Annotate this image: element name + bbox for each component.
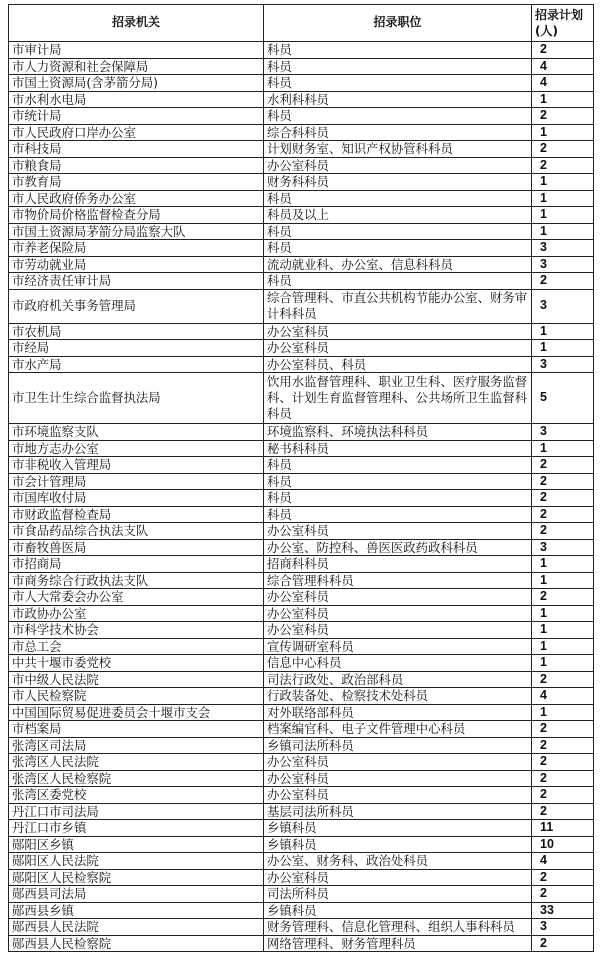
- table-row: [9, 919, 594, 936]
- position-cell: 办公室科员: [264, 869, 532, 886]
- count-cell: 3: [532, 539, 594, 556]
- position-cell: 科员: [264, 223, 532, 240]
- position-cell: 科员: [264, 42, 532, 59]
- count-cell: 1: [532, 556, 594, 573]
- position-cell: 乡镇科员: [264, 836, 532, 853]
- agency-cell: 张湾区人民法院: [9, 754, 264, 771]
- table-row: [9, 506, 594, 523]
- position-cell: 办公室科员: [264, 770, 532, 787]
- table-row: [9, 356, 594, 373]
- position-cell: 档案编官科、电子文件管理中心科员: [264, 721, 532, 738]
- position-cell: 水利科科员: [264, 91, 532, 108]
- table-row: [9, 605, 594, 622]
- agency-cell: 市物价局价格监督检查分局: [9, 207, 264, 224]
- count-cell: 2: [532, 506, 594, 523]
- agency-cell: 市国土资源局茅箭分局监察大队: [9, 223, 264, 240]
- position-cell: 财务管理科、信息化管理科、组织人事科科员: [264, 919, 532, 936]
- count-cell: 2: [532, 490, 594, 507]
- table-row: [9, 424, 594, 441]
- table-row: [9, 190, 594, 207]
- table-row: [9, 373, 594, 424]
- table-row: [9, 572, 594, 589]
- table-row: [9, 853, 594, 870]
- position-cell: 对外联络部科员: [264, 704, 532, 721]
- table-row: [9, 75, 594, 92]
- position-cell: 环境监察科、环境执法科科员: [264, 424, 532, 441]
- agency-cell: 郧西县人民检察院: [9, 935, 264, 952]
- agency-cell: 市人大常委会办公室: [9, 589, 264, 606]
- table-row: [9, 671, 594, 688]
- count-cell: 2: [532, 589, 594, 606]
- table-row: [9, 58, 594, 75]
- table-row: [9, 174, 594, 191]
- agency-cell: 郧阳区人民检察院: [9, 869, 264, 886]
- count-cell: 33: [532, 902, 594, 919]
- count-cell: 1: [532, 91, 594, 108]
- position-cell: 司法所科员: [264, 886, 532, 903]
- position-cell: 乡镇科员: [264, 902, 532, 919]
- position-cell: 办公室科员: [264, 340, 532, 357]
- agency-cell: 市招商局: [9, 556, 264, 573]
- position-cell: 乡镇司法所科员: [264, 737, 532, 754]
- count-cell: 1: [532, 340, 594, 357]
- table-row: [9, 655, 594, 672]
- count-cell: 3: [532, 424, 594, 441]
- table-row: [9, 340, 594, 357]
- table-row: [9, 240, 594, 257]
- count-cell: 2: [532, 869, 594, 886]
- position-cell: 科员: [264, 58, 532, 75]
- count-cell: 3: [532, 289, 594, 323]
- agency-cell: 市水产局: [9, 356, 264, 373]
- table-row: [9, 124, 594, 141]
- position-cell: 科员: [264, 457, 532, 474]
- position-cell: 科员: [264, 75, 532, 92]
- table-header-row: [9, 5, 594, 42]
- count-cell: 4: [532, 853, 594, 870]
- agency-cell: 市劳动就业局: [9, 256, 264, 273]
- count-cell: 2: [532, 935, 594, 952]
- table-row: [9, 457, 594, 474]
- position-cell: 办公室科员: [264, 605, 532, 622]
- count-cell: 2: [532, 787, 594, 804]
- position-cell: 科员: [264, 108, 532, 125]
- count-cell: 11: [532, 820, 594, 837]
- position-cell: 饮用水监督管理科、职业卫生科、医疗服务监督科、计划生育监督管理科、公共场所卫生监督科科员: [264, 373, 532, 424]
- count-cell: 1: [532, 323, 594, 340]
- agency-cell: 市政府机关事务管理局: [9, 289, 264, 323]
- agency-cell: 市农机局: [9, 323, 264, 340]
- table-row: [9, 273, 594, 290]
- table-row: [9, 157, 594, 174]
- table-row: [9, 323, 594, 340]
- count-cell: 2: [532, 108, 594, 125]
- count-cell: 1: [532, 704, 594, 721]
- count-cell: 2: [532, 770, 594, 787]
- position-cell: 办公室科员: [264, 622, 532, 639]
- table-row: [9, 207, 594, 224]
- count-cell: 1: [532, 174, 594, 191]
- agency-cell: 市国库收付局: [9, 490, 264, 507]
- count-cell: 2: [532, 523, 594, 540]
- agency-cell: 市经济责任审计局: [9, 273, 264, 290]
- count-cell: 1: [532, 655, 594, 672]
- agency-cell: 市食品药品综合执法支队: [9, 523, 264, 540]
- position-cell: 办公室科员: [264, 323, 532, 340]
- position-cell: 网络管理科、财务管理科员: [264, 935, 532, 952]
- count-cell: 1: [532, 207, 594, 224]
- agency-cell: 市国土资源局(含茅箭分局): [9, 75, 264, 92]
- agency-cell: 市科技局: [9, 141, 264, 158]
- agency-cell: 市地方志办公室: [9, 440, 264, 457]
- table-row: [9, 737, 594, 754]
- agency-cell: 市科学技术协会: [9, 622, 264, 639]
- agency-cell: 市人民政府口岸办公室: [9, 124, 264, 141]
- count-cell: 3: [532, 919, 594, 936]
- agency-cell: 市畜牧兽医局: [9, 539, 264, 556]
- count-cell: 4: [532, 58, 594, 75]
- agency-cell: 市养老保险局: [9, 240, 264, 257]
- position-cell: 科员: [264, 190, 532, 207]
- table-row: [9, 704, 594, 721]
- count-cell: 1: [532, 622, 594, 639]
- position-cell: 办公室科员、科员: [264, 356, 532, 373]
- table-row: [9, 721, 594, 738]
- table-row: [9, 820, 594, 837]
- agency-cell: 张湾区人民检察院: [9, 770, 264, 787]
- agency-cell: 中共十堰市委党校: [9, 655, 264, 672]
- position-cell: 宣传调研室科员: [264, 638, 532, 655]
- agency-cell: 市中级人民法院: [9, 671, 264, 688]
- agency-cell: 市财政监督检查局: [9, 506, 264, 523]
- count-cell: 2: [532, 671, 594, 688]
- agency-cell: 郧阳区乡镇: [9, 836, 264, 853]
- table-row: [9, 91, 594, 108]
- agency-cell: 市商务综合行政执法支队: [9, 572, 264, 589]
- recruitment-table: [8, 4, 594, 952]
- count-cell: 2: [532, 721, 594, 738]
- position-cell: 办公室、防控科、兽医医政药政科科员: [264, 539, 532, 556]
- agency-cell: 郧西县人民法院: [9, 919, 264, 936]
- position-cell: 办公室科员: [264, 754, 532, 771]
- position-cell: 秘书科科员: [264, 440, 532, 457]
- table-row: [9, 902, 594, 919]
- agency-cell: 郧西县乡镇: [9, 902, 264, 919]
- table-row: [9, 935, 594, 952]
- table-row: [9, 886, 594, 903]
- table-row: [9, 688, 594, 705]
- position-cell: 办公室科员: [264, 523, 532, 540]
- count-cell: 1: [532, 605, 594, 622]
- position-cell: 基层司法所科员: [264, 803, 532, 820]
- count-cell: 10: [532, 836, 594, 853]
- header-position: 招录职位: [264, 5, 532, 42]
- table-row: [9, 141, 594, 158]
- agency-cell: 市环境监察支队: [9, 424, 264, 441]
- position-cell: 综合科科员: [264, 124, 532, 141]
- count-cell: 3: [532, 356, 594, 373]
- position-cell: 综合管理科、市直公共机构节能办公室、财务审计科科员: [264, 289, 532, 323]
- agency-cell: 市经局: [9, 340, 264, 357]
- table-row: [9, 787, 594, 804]
- count-cell: 3: [532, 240, 594, 257]
- position-cell: 科员: [264, 506, 532, 523]
- agency-cell: 市粮食局: [9, 157, 264, 174]
- position-cell: 科员: [264, 490, 532, 507]
- agency-cell: 张湾区委党校: [9, 787, 264, 804]
- agency-cell: 张湾区司法局: [9, 737, 264, 754]
- agency-cell: 市总工会: [9, 638, 264, 655]
- position-cell: 科员及以上: [264, 207, 532, 224]
- position-cell: 流动就业科、办公室、信息科科员: [264, 256, 532, 273]
- table-row: [9, 869, 594, 886]
- position-cell: 招商科科员: [264, 556, 532, 573]
- agency-cell: 丹江口市司法局: [9, 803, 264, 820]
- agency-cell: 市非税收入管理局: [9, 457, 264, 474]
- table-row: [9, 589, 594, 606]
- agency-cell: 市人力资源和社会保障局: [9, 58, 264, 75]
- agency-cell: 郧西县司法局: [9, 886, 264, 903]
- table-body: [9, 42, 594, 952]
- table-row: [9, 108, 594, 125]
- position-cell: 科员: [264, 240, 532, 257]
- table-row: [9, 622, 594, 639]
- table-row: [9, 223, 594, 240]
- count-cell: 5: [532, 373, 594, 424]
- position-cell: 乡镇科员: [264, 820, 532, 837]
- count-cell: 3: [532, 256, 594, 273]
- position-cell: 办公室科员: [264, 787, 532, 804]
- count-cell: 2: [532, 754, 594, 771]
- agency-cell: 市人民检察院: [9, 688, 264, 705]
- count-cell: 2: [532, 737, 594, 754]
- position-cell: 计划财务室、知识产权协管科科员: [264, 141, 532, 158]
- agency-cell: 市审计局: [9, 42, 264, 59]
- table-row: [9, 42, 594, 59]
- count-cell: 1: [532, 190, 594, 207]
- table-row: [9, 473, 594, 490]
- agency-cell: 中国国际贸易促进委员会十堰市支会: [9, 704, 264, 721]
- agency-cell: 市人民政府侨务办公室: [9, 190, 264, 207]
- count-cell: 2: [532, 473, 594, 490]
- agency-cell: 市卫生计生综合监督执法局: [9, 373, 264, 424]
- table-row: [9, 490, 594, 507]
- table-row: [9, 836, 594, 853]
- position-cell: 科员: [264, 473, 532, 490]
- table-row: [9, 638, 594, 655]
- count-cell: 1: [532, 124, 594, 141]
- agency-cell: 市政协办公室: [9, 605, 264, 622]
- count-cell: 4: [532, 688, 594, 705]
- count-cell: 1: [532, 440, 594, 457]
- table-row: [9, 770, 594, 787]
- agency-cell: 市统计局: [9, 108, 264, 125]
- header-agency: 招录机关: [9, 5, 264, 42]
- position-cell: 司法行政处、政治部科员: [264, 671, 532, 688]
- table-row: [9, 803, 594, 820]
- count-cell: 2: [532, 803, 594, 820]
- agency-cell: 郧阳区人民法院: [9, 853, 264, 870]
- agency-cell: 市会计管理局: [9, 473, 264, 490]
- count-cell: 2: [532, 157, 594, 174]
- position-cell: 综合管理科科员: [264, 572, 532, 589]
- header-plan: 招录计划(人): [532, 5, 594, 42]
- position-cell: 信息中心科员: [264, 655, 532, 672]
- table-row: [9, 289, 594, 323]
- count-cell: 1: [532, 223, 594, 240]
- count-cell: 4: [532, 75, 594, 92]
- count-cell: 1: [532, 572, 594, 589]
- agency-cell: 丹江口市乡镇: [9, 820, 264, 837]
- agency-cell: 市档案局: [9, 721, 264, 738]
- count-cell: 2: [532, 457, 594, 474]
- position-cell: 科员: [264, 273, 532, 290]
- table-row: [9, 556, 594, 573]
- table-row: [9, 539, 594, 556]
- table-row: [9, 256, 594, 273]
- agency-cell: 市水利水电局: [9, 91, 264, 108]
- count-cell: 2: [532, 141, 594, 158]
- position-cell: 办公室科员: [264, 157, 532, 174]
- table-row: [9, 754, 594, 771]
- recruitment-table-container: [8, 4, 593, 952]
- count-cell: 2: [532, 273, 594, 290]
- table-row: [9, 523, 594, 540]
- count-cell: 1: [532, 638, 594, 655]
- agency-cell: 市教育局: [9, 174, 264, 191]
- table-row: [9, 440, 594, 457]
- position-cell: 行政装备处、检察技术处科员: [264, 688, 532, 705]
- position-cell: 办公室、财务科、政治处科员: [264, 853, 532, 870]
- count-cell: 2: [532, 42, 594, 59]
- position-cell: 办公室科员: [264, 589, 532, 606]
- position-cell: 财务科科员: [264, 174, 532, 191]
- count-cell: 2: [532, 886, 594, 903]
